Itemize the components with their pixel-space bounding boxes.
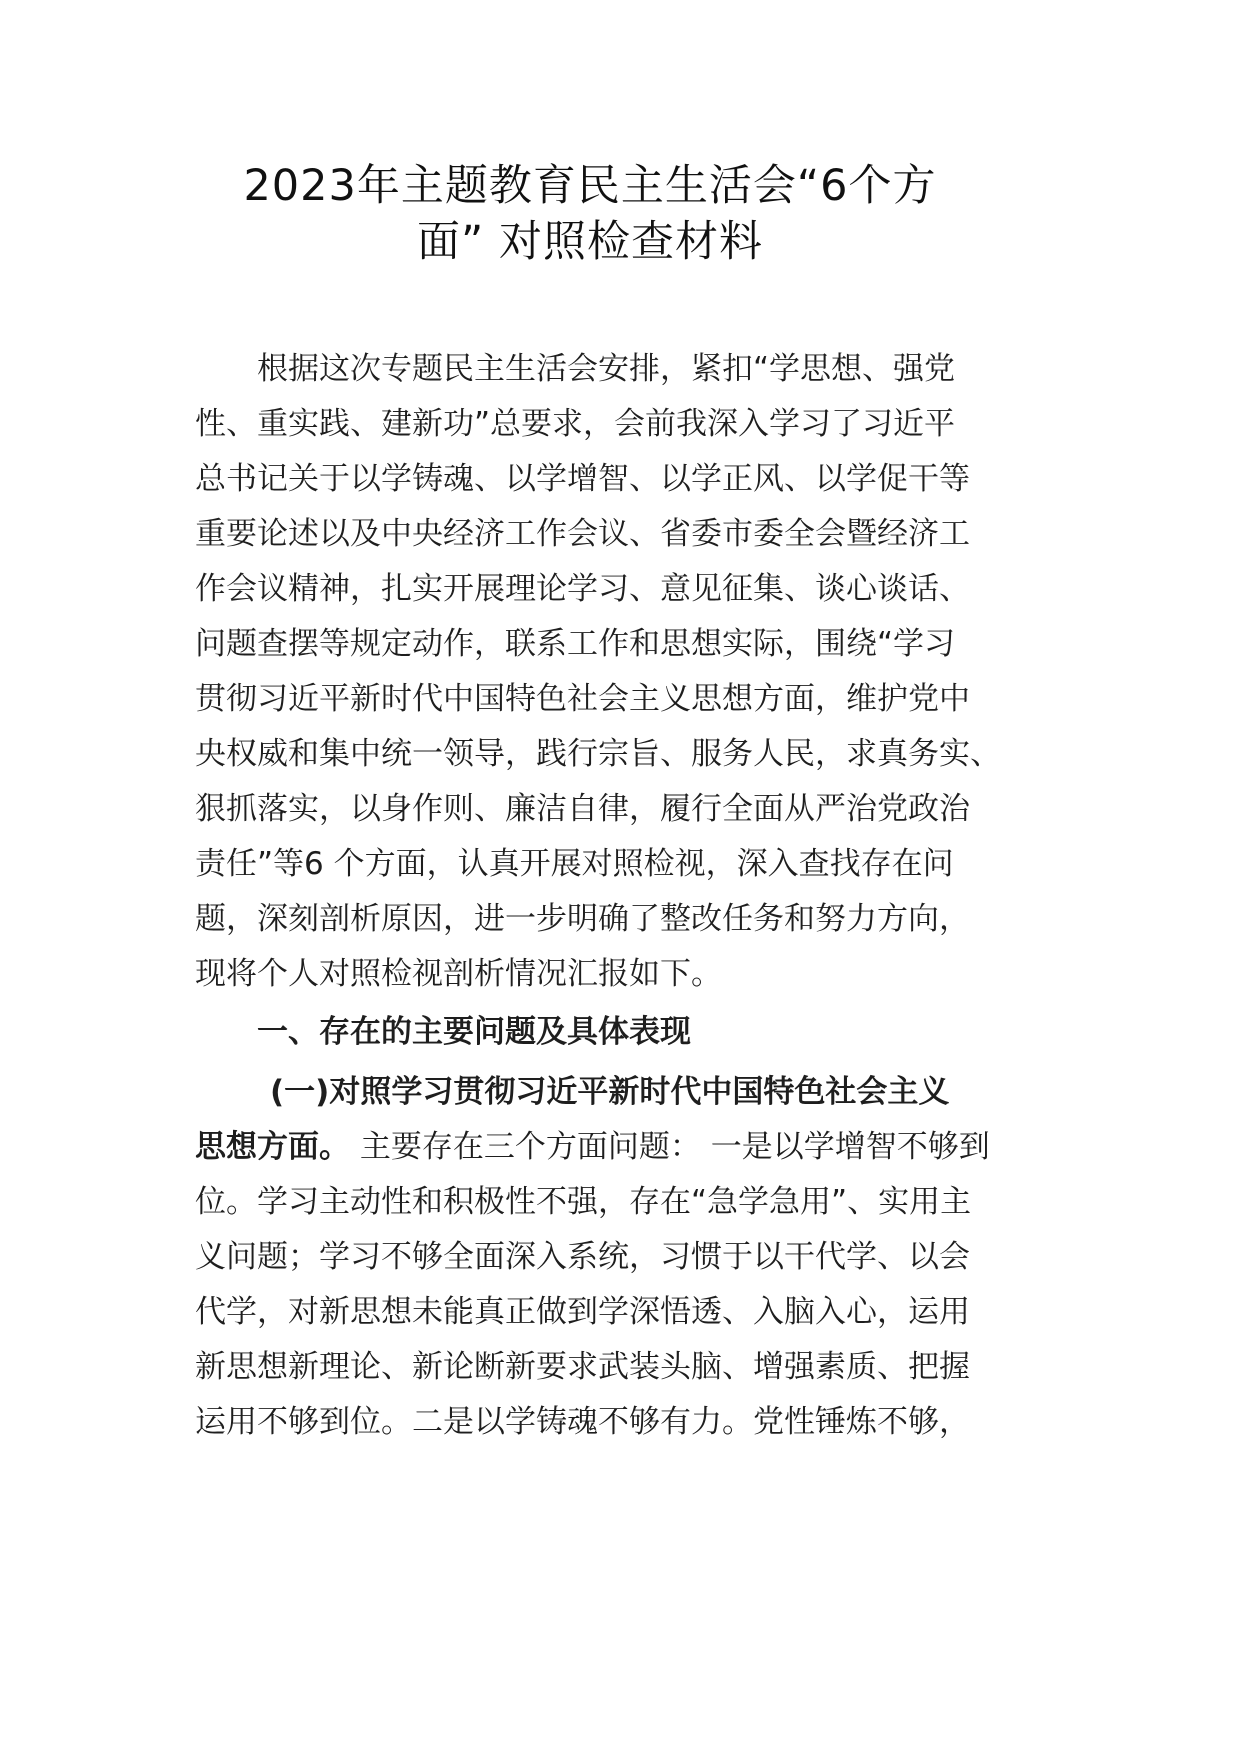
paragraph-line: 代学，对新思想未能真正做到学深悟透、入脑入心，运用 [195,1294,970,1330]
paragraph-line: 根据这次专题民主生活会安排，紧扣“学思想、强党 [257,351,956,387]
document-title-line-1: 2023年主题教育民主生活会“6个方 [243,161,937,211]
paragraph-line: 现将个人对照检视剖析情况汇报如下。 [195,956,722,992]
paragraph-text: 主要存在三个方面问题： 一是以学增智不够到 [350,1129,990,1165]
paragraph-line: 责任”等6 个方面，认真开展对照检视，深入查找存在问 [195,846,954,882]
paragraph-line: 义问题；学习不够全面深入系统，习惯于以干代学、以会 [195,1239,970,1275]
paragraph-line: 重要论述以及中央经济工作会议、省委市委全会暨经济工 [195,516,970,552]
subsection-heading-continued: 思想方面。 [195,1129,350,1165]
paragraph-line [195,1123,990,1171]
subsection-heading: (一)对照学习贯彻习近平新时代中国特色社会主义 [270,1074,950,1110]
document-title-line-2: 面” 对照检查材料 [417,217,763,267]
paragraph-line: 题，深刻剖析原因，进一步明确了整改任务和努力方向， [195,901,970,937]
paragraph-line: 贯彻习近平新时代中国特色社会主义思想方面，维护党中 [195,681,970,717]
paragraph-line: 运用不够到位。二是以学铸魂不够有力。党性锤炼不够， [195,1404,970,1440]
paragraph-line: 作会议精神，扎实开展理论学习、意见征集、谈心谈话、 [195,571,970,607]
paragraph-line: 新思想新理论、新论断新要求武装头脑、增强素质、把握 [195,1349,970,1385]
paragraph-line: 位。学习主动性和积极性不强，存在“急学急用”、实用主 [195,1184,972,1220]
paragraph-line: 问题查摆等规定动作，联系工作和思想实际，围绕“学习 [195,626,956,662]
section-heading: 一、存在的主要问题及具体表现 [257,1014,691,1050]
paragraph-line: 总书记关于以学铸魂、以学增智、以学正风、以学促干等 [195,461,970,497]
paragraph-line: 性、重实践、建新功”总要求，会前我深入学习了习近平 [195,406,956,442]
paragraph-line: 央权威和集中统一领导，践行宗旨、服务人民，求真务实、 [195,736,1001,772]
paragraph-line: 狠抓落实，以身作则、廉洁自律，履行全面从严治党政治 [195,791,970,827]
